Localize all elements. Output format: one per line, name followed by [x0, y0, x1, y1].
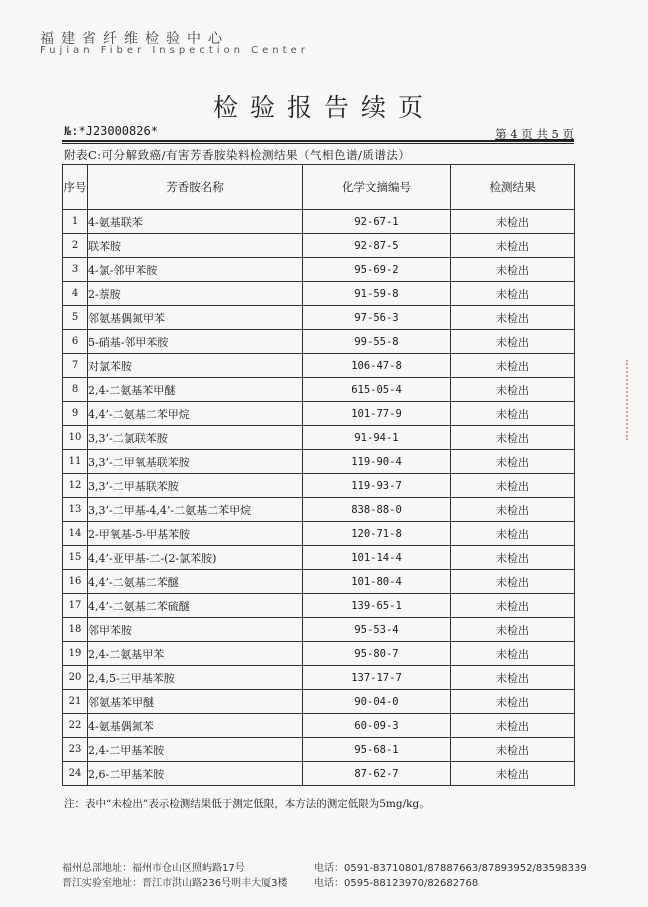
- row-index: 12: [63, 474, 88, 498]
- table-row: [63, 474, 575, 498]
- table-row: [63, 738, 575, 762]
- test-result: 未检出: [451, 354, 575, 378]
- row-index: 24: [63, 762, 88, 786]
- table-row: [63, 642, 575, 666]
- cas-number: 101-14-4: [303, 546, 451, 570]
- cas-number: 139-65-1: [303, 594, 451, 618]
- test-result: 未检出: [451, 450, 575, 474]
- table-row: [63, 330, 575, 354]
- footer-address-jinjiang: 晋江市洪山路236号明丰大厦3楼: [142, 878, 288, 889]
- amine-results-table: [62, 164, 575, 786]
- footer-label-fuzhou: 福州总部地址：: [62, 863, 132, 874]
- cas-number: 119-90-4: [303, 450, 451, 474]
- row-index: 16: [63, 570, 88, 594]
- row-index: 18: [63, 618, 88, 642]
- report-number: №:*J23000826*: [64, 124, 158, 138]
- cas-number: 90-04-0: [303, 690, 451, 714]
- seal-edge-mark: [626, 360, 638, 440]
- test-result: 未检出: [451, 258, 575, 282]
- row-index: 5: [63, 306, 88, 330]
- amine-name: 4-氯-邻甲苯胺: [88, 258, 303, 282]
- cas-number: 87-62-7: [303, 762, 451, 786]
- footer-address-fuzhou: 福州市仓山区照屿路17号: [132, 863, 245, 874]
- table-row: [63, 498, 575, 522]
- table-row: [63, 210, 575, 234]
- cas-number: 92-67-1: [303, 210, 451, 234]
- table-row: [63, 690, 575, 714]
- col-header-cas: 化学文摘编号: [303, 165, 451, 210]
- cas-number: 60-09-3: [303, 714, 451, 738]
- amine-name: 联苯胺: [88, 234, 303, 258]
- amine-name: 3,3’-二甲氧基联苯胺: [88, 450, 303, 474]
- test-result: 未检出: [451, 762, 575, 786]
- test-result: 未检出: [451, 546, 575, 570]
- amine-name: 5-硝基-邻甲苯胺: [88, 330, 303, 354]
- table-row: [63, 522, 575, 546]
- test-result: 未检出: [451, 690, 575, 714]
- amine-name: 邻甲苯胺: [88, 618, 303, 642]
- amine-name: 4,4’-二氨基二苯甲烷: [88, 402, 303, 426]
- cas-number: 101-77-9: [303, 402, 451, 426]
- amine-name: 2,4-二甲基苯胺: [88, 738, 303, 762]
- header-rule: [62, 140, 574, 142]
- amine-name: 邻氨基苯甲醚: [88, 690, 303, 714]
- amine-name: 2,4,5-三甲基苯胺: [88, 666, 303, 690]
- row-index: 7: [63, 354, 88, 378]
- col-header-name: 芳香胺名称: [88, 165, 303, 210]
- row-index: 3: [63, 258, 88, 282]
- table-row: [63, 378, 575, 402]
- row-index: 9: [63, 402, 88, 426]
- test-result: 未检出: [451, 642, 575, 666]
- test-result: 未检出: [451, 306, 575, 330]
- amine-name: 2,4-二氨基甲苯: [88, 642, 303, 666]
- amine-name: 4,4’-二氨基二苯硫醚: [88, 594, 303, 618]
- row-index: 23: [63, 738, 88, 762]
- test-result: 未检出: [451, 570, 575, 594]
- cas-number: 838-88-0: [303, 498, 451, 522]
- row-index: 8: [63, 378, 88, 402]
- page-title: 检验报告续页: [212, 93, 435, 122]
- test-result: 未检出: [451, 522, 575, 546]
- test-result: 未检出: [451, 234, 575, 258]
- test-result: 未检出: [451, 738, 575, 762]
- amine-name: 2-甲氧基-5-甲基苯胺: [88, 522, 303, 546]
- amine-name: 4,4’-亚甲基-二-(2-氯苯胺): [88, 546, 303, 570]
- amine-name: 3,3’-二甲基联苯胺: [88, 474, 303, 498]
- row-index: 4: [63, 282, 88, 306]
- amine-name: 3,3’-二甲基-4,4’-二氨基二苯甲烷: [88, 498, 303, 522]
- cas-number: 95-53-4: [303, 618, 451, 642]
- amine-name: 2,4-二氨基苯甲醚: [88, 378, 303, 402]
- table-row: [63, 402, 575, 426]
- row-index: 2: [63, 234, 88, 258]
- table-header-row: [63, 165, 575, 210]
- amine-name: 3,3’-二氯联苯胺: [88, 426, 303, 450]
- footer-line-jinjiang: [62, 874, 479, 889]
- table-row: [63, 426, 575, 450]
- cas-number: 97-56-3: [303, 306, 451, 330]
- row-index: 21: [63, 690, 88, 714]
- table-row: [63, 714, 575, 738]
- table-row: [63, 570, 575, 594]
- cas-number: 95-68-1: [303, 738, 451, 762]
- amine-name: 对氯苯胺: [88, 354, 303, 378]
- col-header-index: 序号: [63, 165, 88, 210]
- amine-name: 2,6-二甲基苯胺: [88, 762, 303, 786]
- table-row: [63, 258, 575, 282]
- amine-name: 邻氨基偶氮甲苯: [88, 306, 303, 330]
- test-result: 未检出: [451, 402, 575, 426]
- row-index: 15: [63, 546, 88, 570]
- table-caption: 附表C:可分解致癌/有害芳香胺染料检测结果（气相色谱/质谱法）: [64, 148, 411, 162]
- col-header-result: 检测结果: [451, 165, 575, 210]
- table-row: [63, 234, 575, 258]
- test-result: 未检出: [451, 210, 575, 234]
- amine-name: 2-萘胺: [88, 282, 303, 306]
- test-result: 未检出: [451, 282, 575, 306]
- row-index: 17: [63, 594, 88, 618]
- cas-number: 120-71-8: [303, 522, 451, 546]
- table-row: [63, 282, 575, 306]
- cas-number: 92-87-5: [303, 234, 451, 258]
- org-name-en: Fujian Fiber Inspection Center: [40, 45, 309, 56]
- table-row: [63, 666, 575, 690]
- cas-number: 106-47-8: [303, 354, 451, 378]
- row-index: 14: [63, 522, 88, 546]
- row-index: 6: [63, 330, 88, 354]
- test-result: 未检出: [451, 594, 575, 618]
- test-result: 未检出: [451, 618, 575, 642]
- table-body: [63, 210, 575, 786]
- cas-number: 615-05-4: [303, 378, 451, 402]
- cas-number: 91-94-1: [303, 426, 451, 450]
- row-index: 22: [63, 714, 88, 738]
- table-row: [63, 306, 575, 330]
- footer-line-fuzhou: [62, 859, 587, 874]
- row-index: 20: [63, 666, 88, 690]
- test-result: 未检出: [451, 498, 575, 522]
- table-row: [63, 354, 575, 378]
- cas-number: 95-69-2: [303, 258, 451, 282]
- amine-name: 4,4’-二氨基二苯醚: [88, 570, 303, 594]
- table-note: 注：表中“未检出”表示检测结果低于测定低限，本方法的测定低限为5mg/kg。: [64, 798, 430, 810]
- amine-name: 4-氨基联苯: [88, 210, 303, 234]
- test-result: 未检出: [451, 330, 575, 354]
- footer-phone-fuzhou: 电话：0591-83710801/87887663/87893952/83598339: [314, 863, 587, 874]
- cas-number: 95-80-7: [303, 642, 451, 666]
- row-index: 19: [63, 642, 88, 666]
- cas-number: 137-17-7: [303, 666, 451, 690]
- row-index: 10: [63, 426, 88, 450]
- page-indicator: 第 4 页 共 5 页: [495, 127, 574, 141]
- org-name-cn: 福建省纤维检验中心: [40, 31, 229, 47]
- amine-name: 4-氨基偶氮苯: [88, 714, 303, 738]
- footer-label-jinjiang: 晋江实验室地址：: [62, 878, 142, 889]
- footer-phone-jinjiang: 电话：0595-88123970/82682768: [314, 878, 479, 889]
- table-row: [63, 618, 575, 642]
- cas-number: 99-55-8: [303, 330, 451, 354]
- table-row: [63, 762, 575, 786]
- test-result: 未检出: [451, 666, 575, 690]
- table-row: [63, 450, 575, 474]
- cas-number: 101-80-4: [303, 570, 451, 594]
- test-result: 未检出: [451, 714, 575, 738]
- cas-number: 91-59-8: [303, 282, 451, 306]
- table-row: [63, 546, 575, 570]
- test-result: 未检出: [451, 474, 575, 498]
- row-index: 13: [63, 498, 88, 522]
- cas-number: 119-93-7: [303, 474, 451, 498]
- test-result: 未检出: [451, 378, 575, 402]
- row-index: 1: [63, 210, 88, 234]
- row-index: 11: [63, 450, 88, 474]
- test-result: 未检出: [451, 426, 575, 450]
- header-rule-thin: [62, 143, 574, 144]
- table-row: [63, 594, 575, 618]
